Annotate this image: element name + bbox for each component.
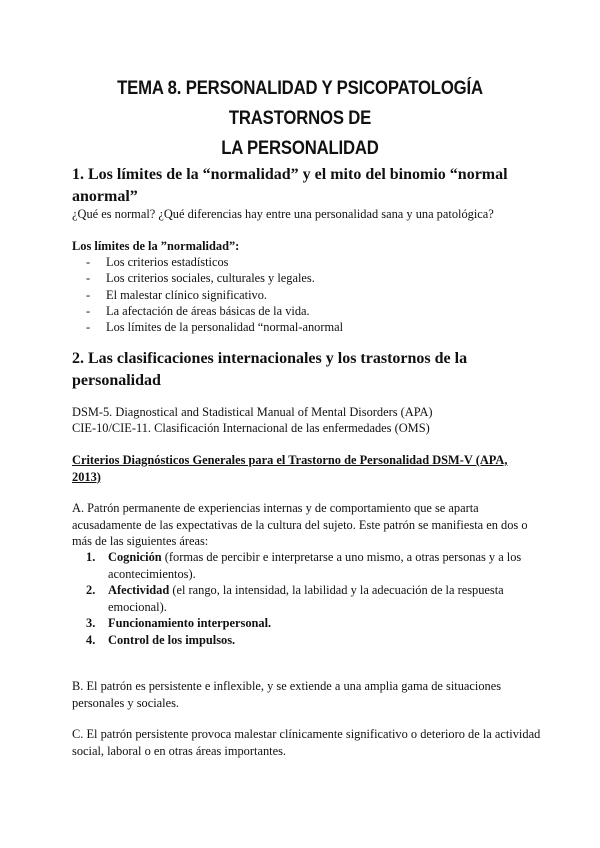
list-item: - El malestar clínico significativo.	[86, 287, 343, 303]
list-item: - La afectación de áreas básicas de la vida.	[86, 303, 343, 319]
criteria-title: Criterios Diagnósticos Generales para el Trastorno de Personalidad DSM-V (APA, 2013)	[72, 453, 508, 484]
list-item: 4. Control de los impulsos.	[86, 632, 236, 647]
limits-list	[86, 254, 343, 335]
list-item: 3. Funcionamiento interpersonal.	[86, 616, 272, 630]
list-item: - Los criterios estadísticos	[86, 254, 343, 270]
list-item: - Los límites de la personalidad “normal-anormal	[86, 319, 343, 335]
criterion-b: B. El patrón es persistente e inflexible, y se extiende a una amplia gama de situaciones personales y sociales.	[72, 679, 502, 710]
page-title	[89, 74, 511, 164]
list-item: - Los criterios sociales, culturales y legales.	[86, 270, 343, 286]
section2-heading: 2. Las clasificaciones internacionales y los trastornos de la personalidad	[72, 350, 468, 389]
title-line-2: LA PERSONALIDAD	[221, 138, 379, 159]
cie-line: CIE-10/CIE-11. Clasificación Internacional de las enfermedades (OMS)	[72, 421, 430, 435]
criterion-c: C. El patrón persistente provoca malestar clínicamente significativo o deterioro de la actividad social, laboral o en otras áreas importantes.	[72, 727, 541, 758]
list-item: 2. Afectividad (el rango, la intensidad, la labilidad y la adecuación de la respuesta emocional).	[86, 583, 504, 614]
section1-question: ¿Qué es normal? ¿Qué diferencias hay entre una personalidad sana y una patológica?	[72, 207, 494, 221]
areas-list	[86, 549, 532, 648]
title-line-1: TEMA 8. PERSONALIDAD Y PSICOPATOLOGÍA TRASTORNOS DE	[117, 78, 483, 129]
dsm-line: DSM-5. Diagnostical and Stadistical Manual of Mental Disorders (APA)	[72, 405, 433, 419]
section1-heading: 1. Los límites de la “normalidad” y el mito del binomio “normal anormal”	[72, 166, 508, 205]
list-item: 1. Cognición (formas de percibir e interpretarse a uno mismo, a otras personas y a los acontecimientos).	[86, 550, 522, 581]
criterion-a: A. Patrón permanente de experiencias internas y de comportamiento que se aparta acusadamente de las expectativas de la cultura del sujeto. Este patrón se manifiesta en dos o más de las siguientes áreas:	[72, 501, 528, 548]
limits-list-title: Los límites de la ”normalidad”:	[72, 239, 240, 253]
